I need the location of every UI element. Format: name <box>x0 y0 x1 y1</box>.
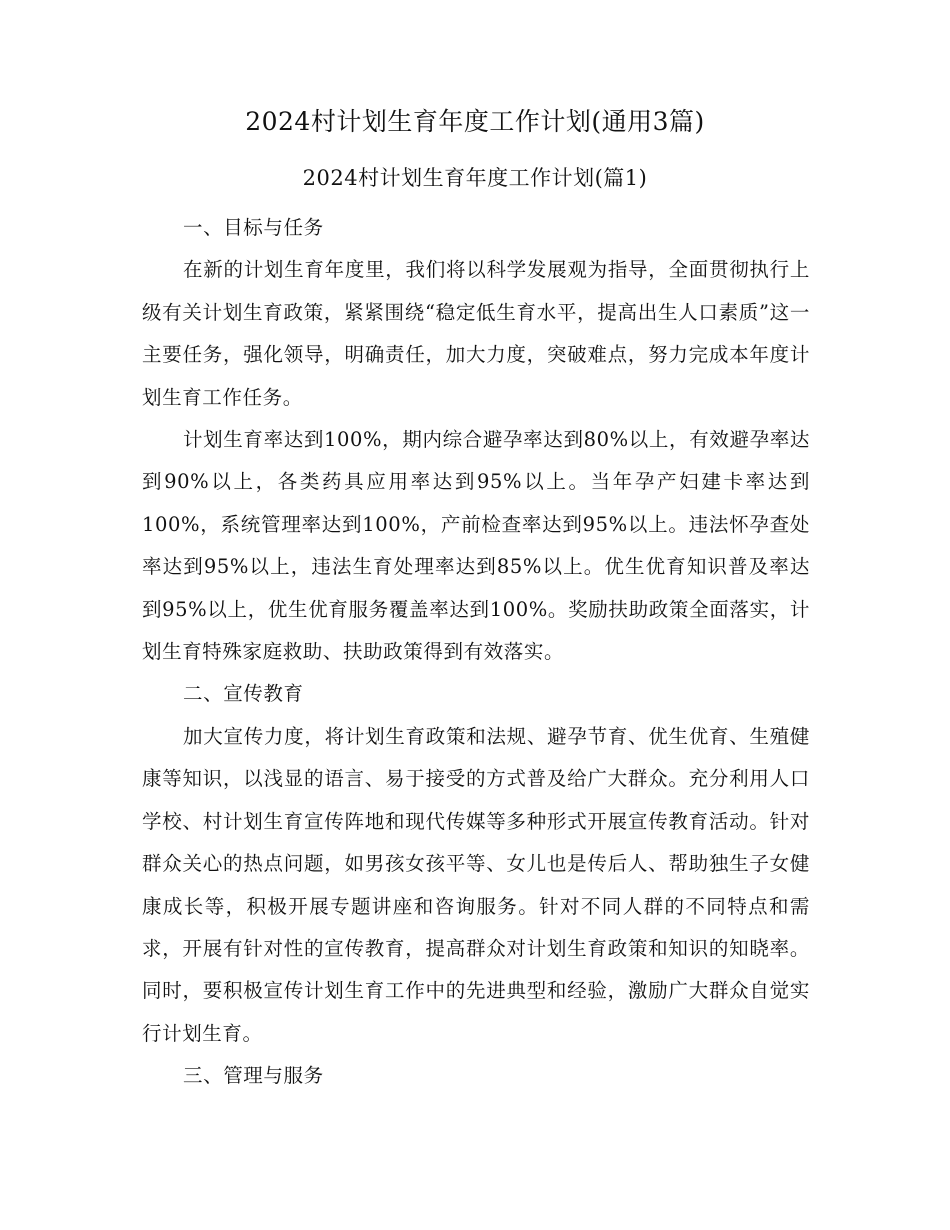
section-heading-management: 三、管理与服务 <box>183 1064 324 1088</box>
paragraph-publicity: 加大宣传力度，将计划生育政策和法规、避孕节育、优生优育、生殖健康等知识，以浅显的语言、易于接受的方式普及给广大群众。充分利用人口学校、村计划生育宣传阵地和现代传媒等多种形式开展宣传教育活动。针对群众关心的热点问题，如男孩女孩平等、女儿也是传后人、帮助独生子女健康成长等，积极开展专题讲座和咨询服务。针对不同人群的不同特点和需求，开展有针对性的宣传教育，提高群众对计划生育政策和知识的知晓率。同时，要积极宣传计划生育工作中的先进典型和经验，激励广大群众自觉实行计划生育。 <box>142 724 810 1045</box>
document-subtitle: 2024村计划生育年度工作计划(篇1) <box>302 166 648 190</box>
section-heading-goals: 一、目标与任务 <box>183 216 324 239</box>
paragraph-goals-targets: 计划生育率达到100%，期内综合避孕率达到80%以上，有效避孕率达到90%以上，各类药具应用率达到95%以上。当年孕产妇建卡率达到100%，系统管理率达到100%，产前检查率达到95%以上。违法怀孕查处率达到95%以上，违法生育处理率达到85%以上。优生优育知识普及率达到95%以上，优生优育服务覆盖率达到100%。奖励扶助政策全面落实，计划生育特殊家庭救助、扶助政策得到有效落实。 <box>142 428 810 664</box>
document-title: 2024村计划生育年度工作计划(通用3篇) <box>245 107 705 136</box>
paragraph-goals-intro: 在新的计划生育年度里，我们将以科学发展观为指导，全面贯彻执行上级有关计划生育政策，紧紧围绕“稳定低生育水平，提高出生人口素质”这一主要任务，强化领导，明确责任，加大力度，突破难点，努力完成本年度计划生育工作任务。 <box>142 258 810 409</box>
document-body <box>142 207 810 1098</box>
section-heading-publicity: 二、宣传教育 <box>183 682 304 706</box>
